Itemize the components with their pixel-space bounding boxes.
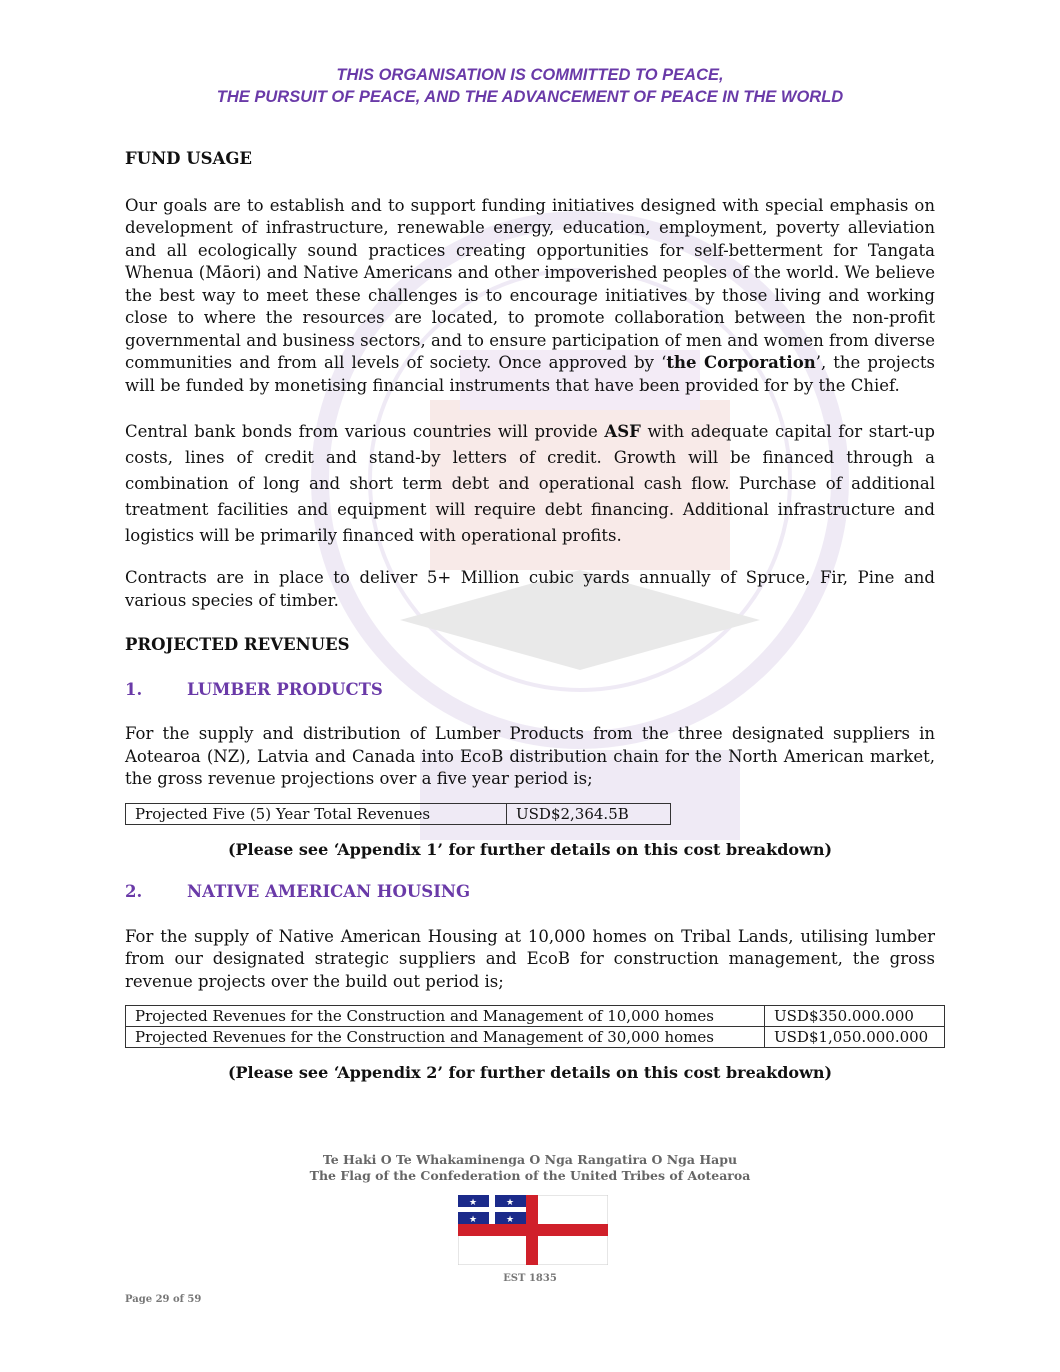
section-2-title: NATIVE AMERICAN HOUSING [187, 882, 471, 901]
section-1-heading [125, 679, 935, 702]
table-cell-value: USD$1,050.000.000 [765, 1027, 945, 1048]
footer-caption [0, 1152, 1060, 1184]
section-2-text: For the supply of Native American Housing at 10,000 homes on Tribal Lands, utilising lumber from our designated strategic suppliers and EcoB for construction management, the gross revenue projects over the build out period is; [125, 926, 935, 991]
svg-text:★: ★ [468, 1215, 478, 1225]
table-cell-value: USD$2,364.5B [507, 803, 671, 824]
fund-usage-paragraph-1 [125, 195, 935, 398]
section-1-title: LUMBER PRODUCTS [187, 679, 383, 699]
footer-line-2: The Flag of the Confederation of the United Tribes of Aotearoa [309, 1168, 751, 1183]
svg-text:★: ★ [505, 1215, 515, 1225]
fund-usage-paragraph-2-text-b: with adequate capital for start-up costs, lines of credit and stand-by letters of credit. Growth will be financed through a combination of long and short term debt and operational cash flow. Purchase of additional treatment facilities and equipment will require debt financing. Additional infrastructure and logistics will be primarily financed with operational profits. [125, 422, 935, 545]
section-1-text: For the supply and distribution of Lumber Products from the three designated suppliers in Aotearoa (NZ), Latvia and Canada into EcoB distribution chain for the North American market, the gross revenue projections over a five year period is; [125, 724, 935, 788]
united-tribes-flag-icon [458, 1195, 608, 1265]
svg-text:★: ★ [468, 1198, 478, 1208]
section-2-heading [125, 881, 935, 904]
section-1-number: 1. [125, 679, 143, 699]
table-cell-label: Projected Revenues for the Construction and Management of 10,000 homes [126, 1006, 765, 1027]
fund-usage-paragraph-3: Contracts are in place to deliver 5+ Million cubic yards annually of Spruce, Fir, Pine and various species of timber. [125, 568, 935, 610]
fund-usage-paragraph-2 [125, 419, 935, 549]
section-2-revenue-table [125, 1005, 945, 1048]
table-cell-value: USD$350.000.000 [765, 1006, 945, 1027]
section-2-number: 2. [125, 882, 143, 901]
appendix-2-note: (Please see ‘Appendix 2’ for further details on this cost breakdown) [227, 1063, 833, 1082]
header-line-1: THIS ORGANISATION IS COMMITTED TO PEACE, [336, 66, 724, 84]
fund-usage-paragraph-1-text-a: Our goals are to establish and to support funding initiatives designed with special emphasis on development of infrastructure, renewable energy, education, employment, poverty alleviation and all ecologically sound practices creating opportunities for self-betterment for Tangata Whenua (Māori) and Native Americans and other impoverished peoples of the world. We believe the best way to meet these challenges is to encourage initiatives by those living and working close to where the resources are located, to promote collaboration between the non-profit governmental and business sectors, and to ensure participation of men and women from diverse communities and from all levels of society. Once approved by ‘ [125, 195, 935, 372]
header-line-2: THE PURSUIT OF PEACE, AND THE ADVANCEMENT OF PEACE IN THE WORLD [216, 88, 844, 106]
svg-text:★: ★ [505, 1198, 515, 1208]
est-label: EST 1835 [503, 1273, 557, 1284]
table-cell-label: Projected Five (5) Year Total Revenues [126, 803, 507, 824]
section-1-revenue-table [125, 803, 671, 825]
table-row [126, 1027, 945, 1048]
page-content [125, 148, 935, 1085]
fund-usage-paragraph-2-text-a: Central bank bonds from various countries will provide [125, 422, 605, 441]
appendix-1-note: (Please see ‘Appendix 1’ for further details on this cost breakdown) [227, 839, 833, 859]
table-row [126, 1006, 945, 1027]
projected-revenues-heading: PROJECTED REVENUES [125, 635, 350, 654]
fund-usage-heading: FUND USAGE [125, 149, 253, 168]
header-motto [0, 64, 1060, 108]
fund-usage-paragraph-1-bold: the Corporation [666, 353, 816, 372]
table-row [126, 803, 671, 824]
fund-usage-paragraph-1-text-b: ’, the projects will be funded by monetising financial instruments that have been provided for by the Chief. [125, 353, 935, 395]
fund-usage-paragraph-2-bold: ASF [604, 422, 641, 441]
page-number: Page 29 of 59 [125, 1294, 202, 1305]
table-cell-label: Projected Revenues for the Construction and Management of 30,000 homes [126, 1027, 765, 1048]
footer-line-1: Te Haki O Te Whakaminenga O Nga Rangatira O Nga Hapu [322, 1152, 738, 1167]
